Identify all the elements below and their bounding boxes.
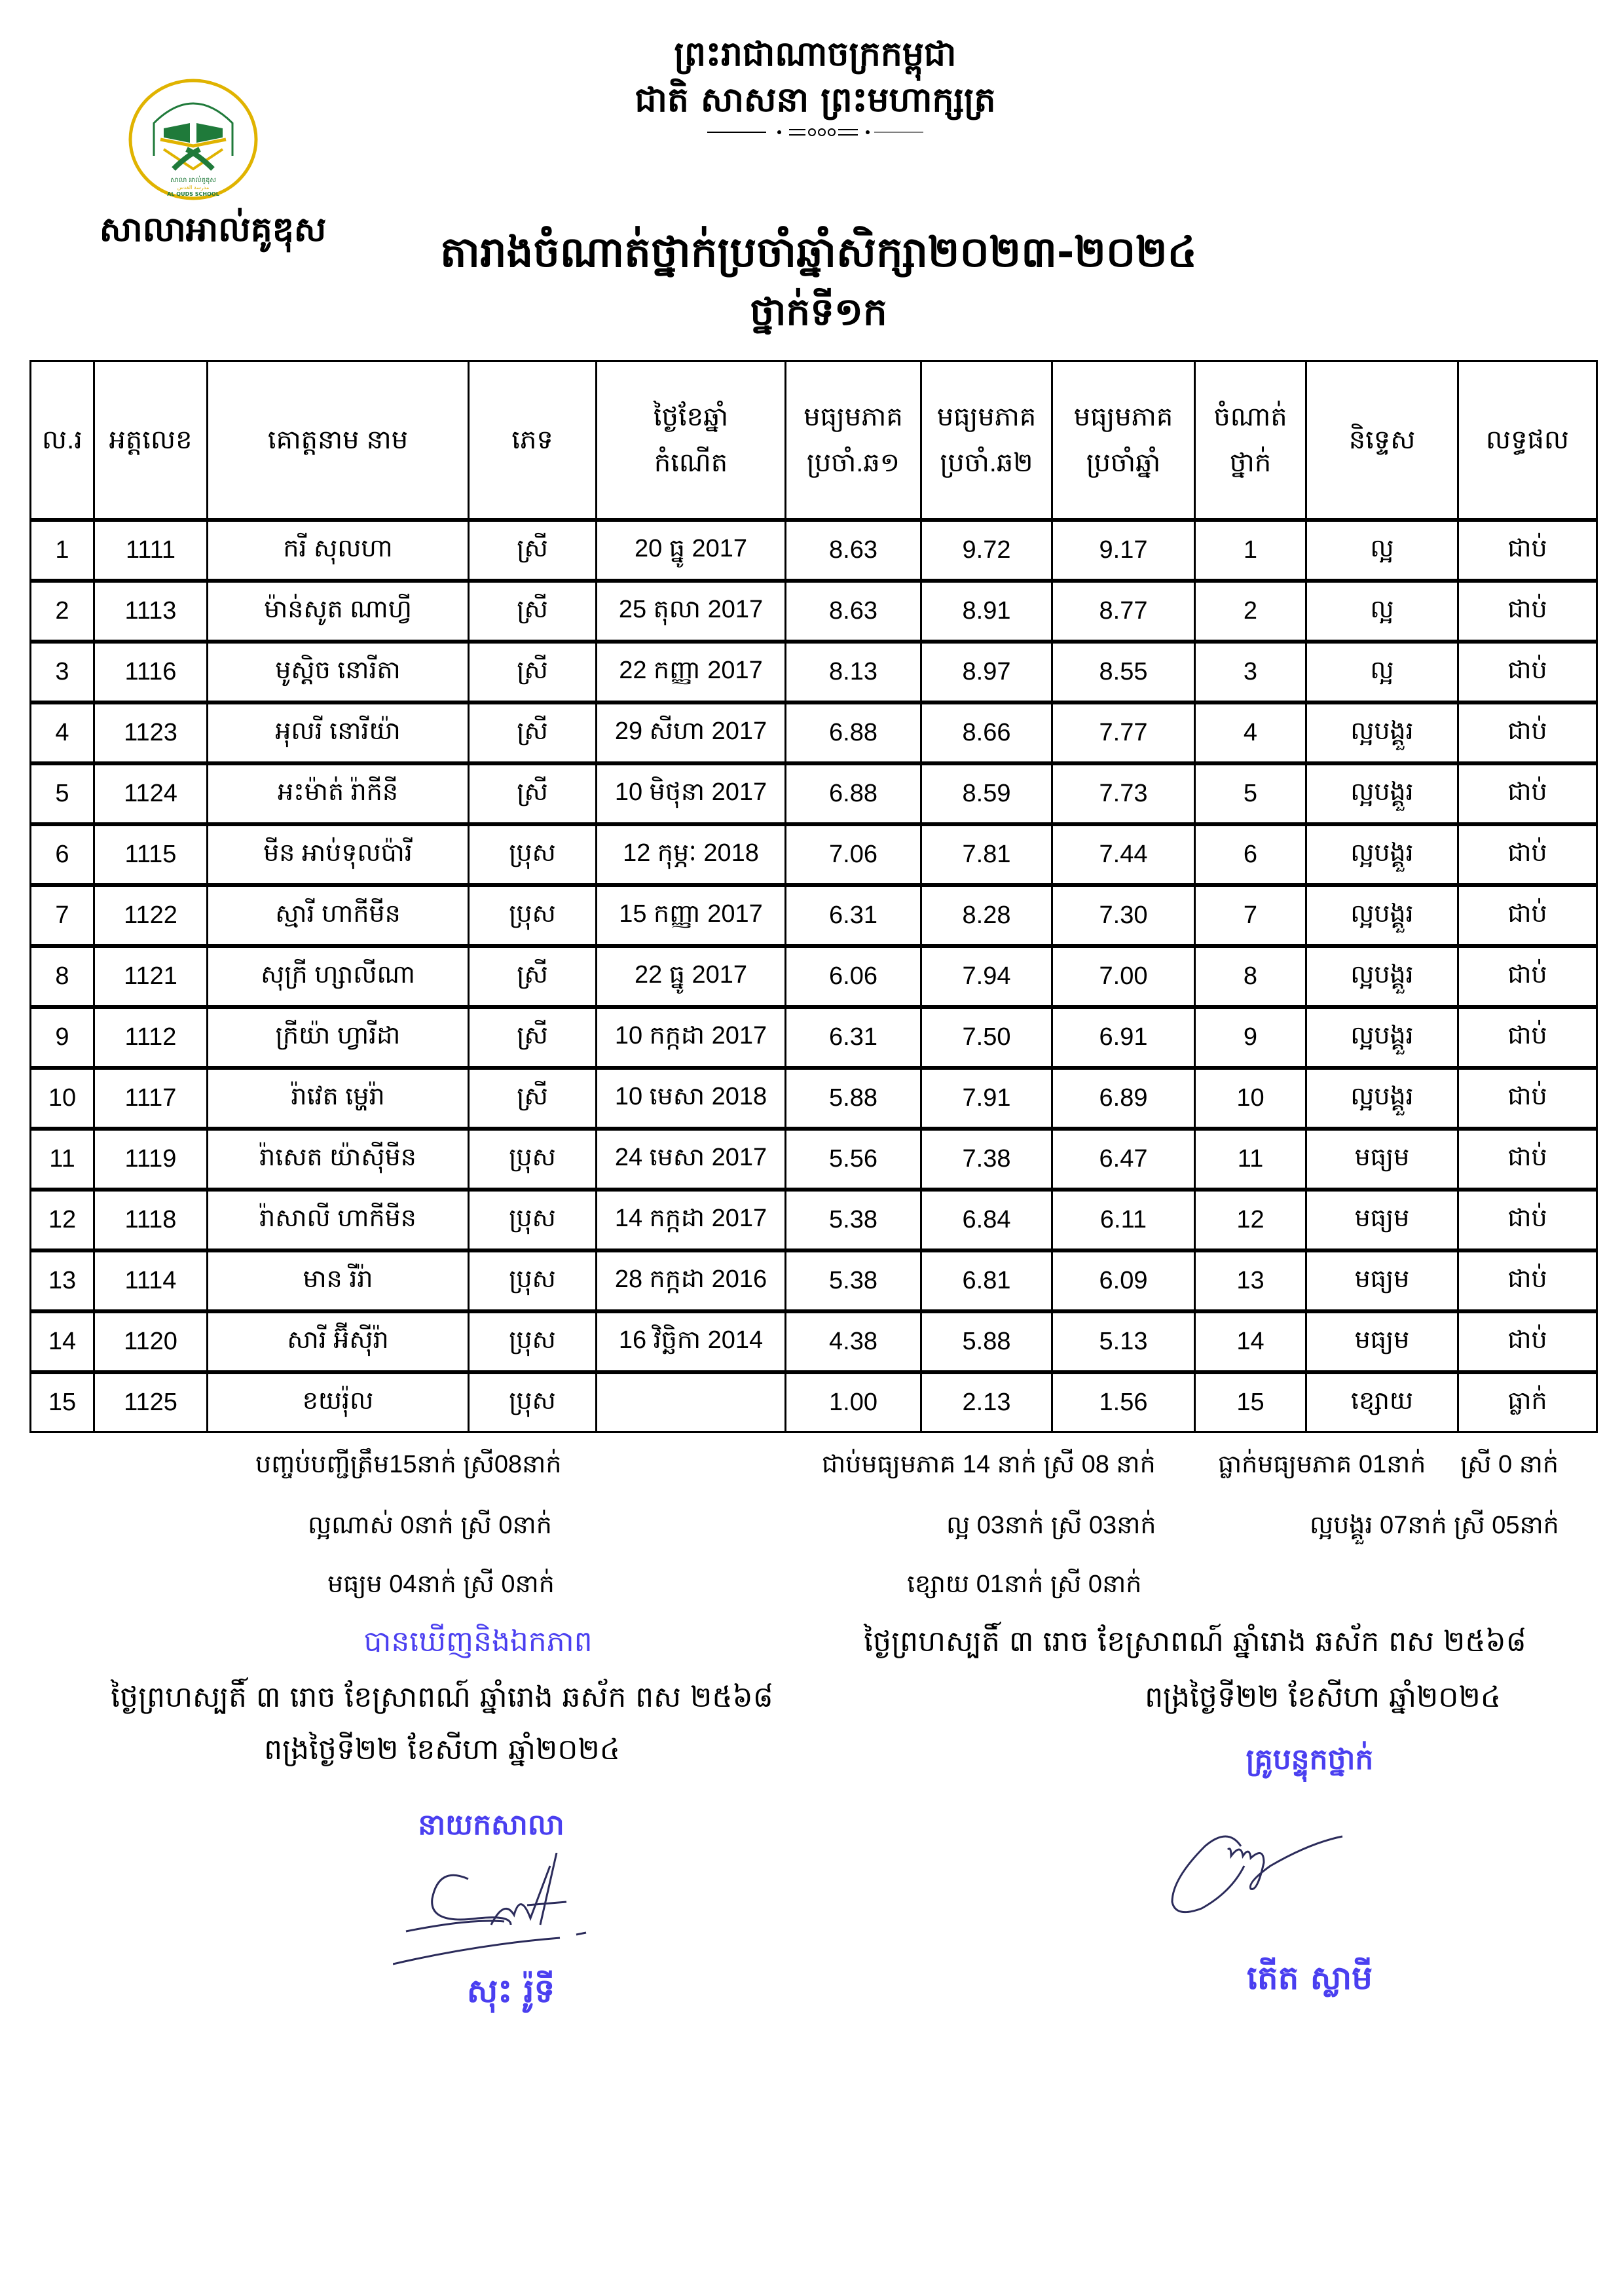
summary-very-good: ល្អណាស់ 0នាក់ ស្រី 0នាក់ [308, 1512, 552, 1539]
column-header [1306, 361, 1458, 520]
cell-average-annual: 6.47 [1052, 1129, 1195, 1190]
cell-average-semester-1: 6.31 [786, 885, 921, 946]
cell-gender: ស្រី [469, 1068, 597, 1129]
cell-rank-number: 10 [31, 1068, 94, 1129]
cell-average-semester-1: 5.38 [786, 1250, 921, 1311]
cell-average-semester-1: 8.63 [786, 581, 921, 642]
table-row [31, 1190, 1597, 1250]
cell-grade-mention: ខ្សោយ [1306, 1372, 1458, 1432]
cell-average-annual: 6.89 [1052, 1068, 1195, 1129]
cell-student-name: ម៉ាន់សូត ណាហ្វី [208, 581, 469, 642]
table-row [31, 1311, 1597, 1372]
cell-student-name: អុលរី នោរីយ៉ា [208, 702, 469, 763]
class-subtitle: ថ្នាក់ទី១ក [750, 289, 887, 334]
cell-average-semester-2: 7.91 [921, 1068, 1052, 1129]
cell-gender: ប្រុស [469, 824, 597, 885]
kingdom-line-2: ជាតិ សាសនា ព្រះមហាក្សត្រ [635, 81, 996, 120]
cell-gender: ប្រុស [469, 885, 597, 946]
cell-student-id: 1118 [94, 1190, 208, 1250]
cell-student-id: 1115 [94, 824, 208, 885]
cell-average-annual: 9.17 [1052, 520, 1195, 581]
cell-rank-number: 14 [31, 1311, 94, 1372]
cell-grade-mention: ល្អបង្គួរ [1306, 702, 1458, 763]
cell-class-rank: 14 [1195, 1311, 1306, 1372]
table-row [31, 1250, 1597, 1311]
kingdom-header [576, 31, 1054, 123]
column-header-line: ប្រចាំ.ឆ២ [940, 448, 1033, 477]
cell-average-semester-1: 4.38 [786, 1311, 921, 1372]
table-row [31, 581, 1597, 642]
cell-rank-number: 8 [31, 946, 94, 1007]
cell-class-rank: 10 [1195, 1068, 1306, 1129]
cell-birth-date: 10 មិថុនា 2017 [597, 763, 786, 824]
column-header-line: មធ្យមភាគ [803, 403, 903, 431]
cell-grade-mention: មធ្យម [1306, 1311, 1458, 1372]
cell-student-name: សារី អ៊ីស៊ីរ៉ា [208, 1311, 469, 1372]
cell-grade-mention: ល្អបង្គួរ [1306, 1068, 1458, 1129]
cell-result: ជាប់ [1458, 642, 1597, 702]
column-header [1195, 361, 1306, 520]
school-logo-icon [128, 77, 259, 202]
column-header [786, 361, 921, 520]
column-header [31, 361, 94, 520]
cell-birth-date: 10 កក្កដា 2017 [597, 1007, 786, 1068]
cell-average-semester-1: 6.06 [786, 946, 921, 1007]
cell-birth-date: 14 កក្កដា 2017 [597, 1190, 786, 1250]
cell-grade-mention: ល្អបង្គួរ [1306, 946, 1458, 1007]
cell-gender: ស្រី [469, 520, 597, 581]
column-header-line: ភេទ [511, 426, 553, 454]
cell-class-rank: 15 [1195, 1372, 1306, 1432]
cell-student-id: 1112 [94, 1007, 208, 1068]
cell-average-semester-2: 7.38 [921, 1129, 1052, 1190]
cell-grade-mention: ល្អបង្គួរ [1306, 824, 1458, 885]
table-body [31, 520, 1597, 1432]
cell-result: ជាប់ [1458, 702, 1597, 763]
cell-average-semester-2: 2.13 [921, 1372, 1052, 1432]
cell-gender: ស្រី [469, 642, 597, 702]
summary-fairly-good: ល្អបង្គួរ 07នាក់ ស្រី 05នាក់ [1310, 1512, 1559, 1539]
summary-weak: ខ្សោយ 01នាក់ ស្រី 0នាក់ [907, 1571, 1142, 1598]
column-header-line: និទ្ទេស [1348, 426, 1416, 454]
cell-average-annual: 1.56 [1052, 1372, 1195, 1432]
svg-text:សាលា អាល់គូឌុស: សាលា អាល់គូឌុស [170, 177, 216, 184]
principal-signature-icon [393, 1853, 616, 1984]
cell-class-rank: 8 [1195, 946, 1306, 1007]
kingdom-line-1: ព្រះរាជាណាចក្រកម្ពុជា [674, 35, 957, 74]
ornament-divider-icon [707, 126, 923, 139]
cell-birth-date: 22 កញ្ញា 2017 [597, 642, 786, 702]
school-name: សាលាអាល់គូឌុស [99, 210, 327, 249]
cell-student-name: ករី សុលហា [208, 520, 469, 581]
cell-student-id: 1119 [94, 1129, 208, 1190]
table-header-row [31, 361, 1597, 520]
cell-gender: ស្រី [469, 763, 597, 824]
cell-student-name: អះម៉ាត់ រ៉ាកីនី [208, 763, 469, 824]
cell-class-rank: 13 [1195, 1250, 1306, 1311]
cell-gender: ប្រុស [469, 1129, 597, 1190]
cell-average-semester-1: 7.06 [786, 824, 921, 885]
cell-class-rank: 11 [1195, 1129, 1306, 1190]
column-header [1458, 361, 1597, 520]
column-header [1052, 361, 1195, 520]
principal-name: សុះ រ៉ូទី [466, 1972, 555, 2010]
cell-student-name: មីន អាប់ទុលប៉ារី [208, 824, 469, 885]
cell-student-name: រ៉ាវេត ម្ហេរ៉ា [208, 1068, 469, 1129]
left-solar-date: ពង្រថ្ងៃទី២២ ខែសីហា ឆ្នាំ២០២៤ [264, 1733, 620, 1766]
cell-birth-date: 24 មេសា 2017 [597, 1129, 786, 1190]
column-header-line: ថ្នាក់ [1229, 448, 1272, 477]
table-row [31, 885, 1597, 946]
cell-gender: ប្រុស [469, 1311, 597, 1372]
table-row [31, 520, 1597, 581]
column-header-line: ប្រចាំ.ឆ១ [806, 448, 900, 477]
cell-class-rank: 5 [1195, 763, 1306, 824]
cell-birth-date: 25 តុលា 2017 [597, 581, 786, 642]
summary-failed: ធ្លាក់មធ្យមភាគ 01នាក់ [1218, 1451, 1426, 1478]
cell-rank-number: 1 [31, 520, 94, 581]
cell-grade-mention: ល្អបង្គួរ [1306, 1007, 1458, 1068]
table-row [31, 642, 1597, 702]
table-row [31, 824, 1597, 885]
cell-student-id: 1114 [94, 1250, 208, 1311]
cell-average-semester-2: 7.50 [921, 1007, 1052, 1068]
cell-student-name: មាន រីរ៉ា [208, 1250, 469, 1311]
cell-grade-mention: ល្អបង្គួរ [1306, 763, 1458, 824]
cell-result: ជាប់ [1458, 1311, 1597, 1372]
cell-average-semester-1: 5.88 [786, 1068, 921, 1129]
column-header-line: កំណើត [654, 448, 728, 477]
cell-birth-date [597, 1372, 786, 1432]
column-header-line: មធ្យមភាគ [1073, 403, 1173, 431]
cell-average-annual: 7.30 [1052, 885, 1195, 946]
cell-average-annual: 5.13 [1052, 1311, 1195, 1372]
cell-birth-date: 28 កក្កដា 2016 [597, 1250, 786, 1311]
cell-student-name: ខយរ៉ុល [208, 1372, 469, 1432]
cell-result: ជាប់ [1458, 885, 1597, 946]
cell-result: ជាប់ [1458, 1250, 1597, 1311]
cell-rank-number: 2 [31, 581, 94, 642]
cell-average-annual: 7.44 [1052, 824, 1195, 885]
cell-average-annual: 6.91 [1052, 1007, 1195, 1068]
cell-birth-date: 22 ធ្នូ 2017 [597, 946, 786, 1007]
left-lunar-date: ថ្ងៃព្រហស្បតិ៍ ៣ រោច ខែស្រាពណ៍ ឆ្នាំរោង ឆស័ក ពស ២៥៦៨ [111, 1681, 773, 1714]
cell-average-semester-1: 8.13 [786, 642, 921, 702]
cell-class-rank: 2 [1195, 581, 1306, 642]
cell-result: ជាប់ [1458, 581, 1597, 642]
cell-grade-mention: ល្អ [1306, 520, 1458, 581]
cell-class-rank: 3 [1195, 642, 1306, 702]
cell-average-semester-1: 5.56 [786, 1129, 921, 1190]
column-header-line: ចំណាត់ [1213, 403, 1287, 431]
table-row [31, 1007, 1597, 1068]
cell-result: ជាប់ [1458, 1068, 1597, 1129]
cell-gender: ស្រី [469, 702, 597, 763]
cell-average-semester-2: 6.84 [921, 1190, 1052, 1250]
cell-student-id: 1125 [94, 1372, 208, 1432]
cell-average-annual: 6.11 [1052, 1190, 1195, 1250]
cell-class-rank: 4 [1195, 702, 1306, 763]
cell-result: ជាប់ [1458, 1129, 1597, 1190]
cell-student-name: សុក្រី ហ្សាលីណា [208, 946, 469, 1007]
column-header-line: គោត្តនាម នាម [267, 426, 409, 454]
cell-student-name: រ៉ាសាលី ហាកីមីន [208, 1190, 469, 1250]
cell-birth-date: 20 ធ្នូ 2017 [597, 520, 786, 581]
cell-average-semester-2: 7.81 [921, 824, 1052, 885]
cell-rank-number: 7 [31, 885, 94, 946]
cell-student-name: មូស្តិច នោរីតា [208, 642, 469, 702]
cell-result: ជាប់ [1458, 946, 1597, 1007]
column-header-line: អត្តលេខ [109, 426, 193, 454]
cell-average-annual: 8.55 [1052, 642, 1195, 702]
cell-result: ជាប់ [1458, 520, 1597, 581]
cell-class-rank: 7 [1195, 885, 1306, 946]
cell-rank-number: 13 [31, 1250, 94, 1311]
cell-result: ធ្លាក់ [1458, 1372, 1597, 1432]
cell-grade-mention: មធ្យម [1306, 1250, 1458, 1311]
cell-grade-mention: ល្អ [1306, 642, 1458, 702]
cell-birth-date: 16 វិច្ឆិកា 2014 [597, 1311, 786, 1372]
summary-good: ល្អ 03នាក់ ស្រី 03នាក់ [946, 1512, 1156, 1539]
cell-average-semester-1: 1.00 [786, 1372, 921, 1432]
cell-result: ជាប់ [1458, 1190, 1597, 1250]
svg-text:AL QUDS SCHOOL: AL QUDS SCHOOL [167, 191, 219, 197]
teacher-signature-icon [1166, 1820, 1362, 1925]
cell-grade-mention: ល្អបង្គួរ [1306, 885, 1458, 946]
cell-average-annual: 7.73 [1052, 763, 1195, 824]
cell-average-semester-1: 6.31 [786, 1007, 921, 1068]
cell-student-id: 1116 [94, 642, 208, 702]
cell-result: ជាប់ [1458, 1007, 1597, 1068]
cell-average-semester-2: 8.59 [921, 763, 1052, 824]
cell-average-semester-2: 8.97 [921, 642, 1052, 702]
cell-average-semester-2: 9.72 [921, 520, 1052, 581]
cell-class-rank: 9 [1195, 1007, 1306, 1068]
cell-rank-number: 12 [31, 1190, 94, 1250]
table-row [31, 1068, 1597, 1129]
cell-gender: ប្រុស [469, 1190, 597, 1250]
column-header-line: មធ្យមភាគ [936, 403, 1037, 431]
cell-birth-date: 29 សីហា 2017 [597, 702, 786, 763]
cell-average-semester-2: 8.91 [921, 581, 1052, 642]
cell-student-id: 1111 [94, 520, 208, 581]
class-teacher-name: តើត ស្លាមី [1247, 1959, 1373, 1997]
cell-average-annual: 6.09 [1052, 1250, 1195, 1311]
cell-grade-mention: មធ្យម [1306, 1129, 1458, 1190]
cell-grade-mention: ល្អ [1306, 581, 1458, 642]
column-header-line: ថ្ងៃខែឆ្នាំ [653, 403, 729, 431]
column-header [469, 361, 597, 520]
column-header [208, 361, 469, 520]
cell-result: ជាប់ [1458, 763, 1597, 824]
cell-class-rank: 1 [1195, 520, 1306, 581]
cell-grade-mention: មធ្យម [1306, 1190, 1458, 1250]
table-row [31, 1129, 1597, 1190]
cell-gender: ស្រី [469, 946, 597, 1007]
cell-student-id: 1117 [94, 1068, 208, 1129]
cell-class-rank: 12 [1195, 1190, 1306, 1250]
cell-average-annual: 8.77 [1052, 581, 1195, 642]
cell-student-id: 1123 [94, 702, 208, 763]
cell-average-semester-2: 7.94 [921, 946, 1052, 1007]
cell-rank-number: 5 [31, 763, 94, 824]
cell-class-rank: 6 [1195, 824, 1306, 885]
right-solar-date: ពង្រថ្ងៃទី២២ ខែសីហា ឆ្នាំ២០២៤ [1145, 1681, 1501, 1714]
cell-student-name: ស្មារី ហាកីមីន [208, 885, 469, 946]
page-title: តារាងចំណាត់ថ្នាក់ប្រចាំឆ្នាំសិក្សា២០២៣-២០២៤ [440, 228, 1197, 277]
cell-result: ជាប់ [1458, 824, 1597, 885]
cell-average-semester-2: 8.28 [921, 885, 1052, 946]
summary-passed: ជាប់មធ្យមភាគ 14 នាក់ ស្រី 08 នាក់ [822, 1451, 1156, 1478]
cell-student-id: 1120 [94, 1311, 208, 1372]
cell-birth-date: 10 មេសា 2018 [597, 1068, 786, 1129]
summary-total: បញ្ចប់បញ្ជីត្រឹម15នាក់ ស្រី08នាក់ [255, 1451, 562, 1478]
table-row [31, 763, 1597, 824]
principal-role-label: នាយកសាលា [418, 1808, 564, 1842]
cell-student-id: 1124 [94, 763, 208, 824]
right-lunar-date: ថ្ងៃព្រហស្បតិ៍ ៣ រោច ខែស្រាពណ៍ ឆ្នាំរោង ឆស័ក ពស ២៥៦៨ [864, 1625, 1526, 1658]
cell-gender: ប្រុស [469, 1250, 597, 1311]
cell-birth-date: 15 កញ្ញា 2017 [597, 885, 786, 946]
column-header-line: ល.រ [42, 426, 83, 454]
cell-average-semester-1: 6.88 [786, 763, 921, 824]
cell-student-id: 1122 [94, 885, 208, 946]
cell-average-annual: 7.00 [1052, 946, 1195, 1007]
cell-rank-number: 4 [31, 702, 94, 763]
ranking-table [29, 360, 1598, 1433]
column-header-line: ប្រចាំឆ្នាំ [1086, 448, 1161, 477]
cell-average-semester-2: 6.81 [921, 1250, 1052, 1311]
cell-average-annual: 7.77 [1052, 702, 1195, 763]
column-header [921, 361, 1052, 520]
column-header-line: លទ្ធផល [1486, 426, 1569, 454]
cell-birth-date: 12 កុម្ភៈ 2018 [597, 824, 786, 885]
table-row [31, 946, 1597, 1007]
cell-student-name: ក្រីយ៉ា ហ្វារីដា [208, 1007, 469, 1068]
cell-rank-number: 3 [31, 642, 94, 702]
cell-average-semester-2: 8.66 [921, 702, 1052, 763]
svg-text:مدرسة القدس: مدرسة القدس [177, 185, 210, 191]
cell-average-semester-1: 6.88 [786, 702, 921, 763]
cell-rank-number: 11 [31, 1129, 94, 1190]
summary-average: មធ្យម 04នាក់ ស្រី 0នាក់ [327, 1571, 555, 1598]
cell-average-semester-2: 5.88 [921, 1311, 1052, 1372]
cell-average-semester-1: 5.38 [786, 1190, 921, 1250]
cell-rank-number: 6 [31, 824, 94, 885]
cell-student-id: 1121 [94, 946, 208, 1007]
table-row [31, 1372, 1597, 1432]
class-teacher-role-label: គ្រូបន្ទុកថ្នាក់ [1246, 1743, 1374, 1776]
cell-average-semester-1: 8.63 [786, 520, 921, 581]
summary-failed-female: ស្រី 0 នាក់ [1460, 1451, 1559, 1478]
cell-gender: ស្រី [469, 581, 597, 642]
cell-rank-number: 15 [31, 1372, 94, 1432]
cell-gender: ស្រី [469, 1007, 597, 1068]
cell-gender: ប្រុស [469, 1372, 597, 1432]
column-header [597, 361, 786, 520]
approval-label: បានឃើញនិងឯកភាព [363, 1625, 593, 1658]
cell-rank-number: 9 [31, 1007, 94, 1068]
cell-student-name: រ៉ាសេត យ៉ាស៊ីមីន [208, 1129, 469, 1190]
cell-student-id: 1113 [94, 581, 208, 642]
table-row [31, 702, 1597, 763]
column-header [94, 361, 208, 520]
